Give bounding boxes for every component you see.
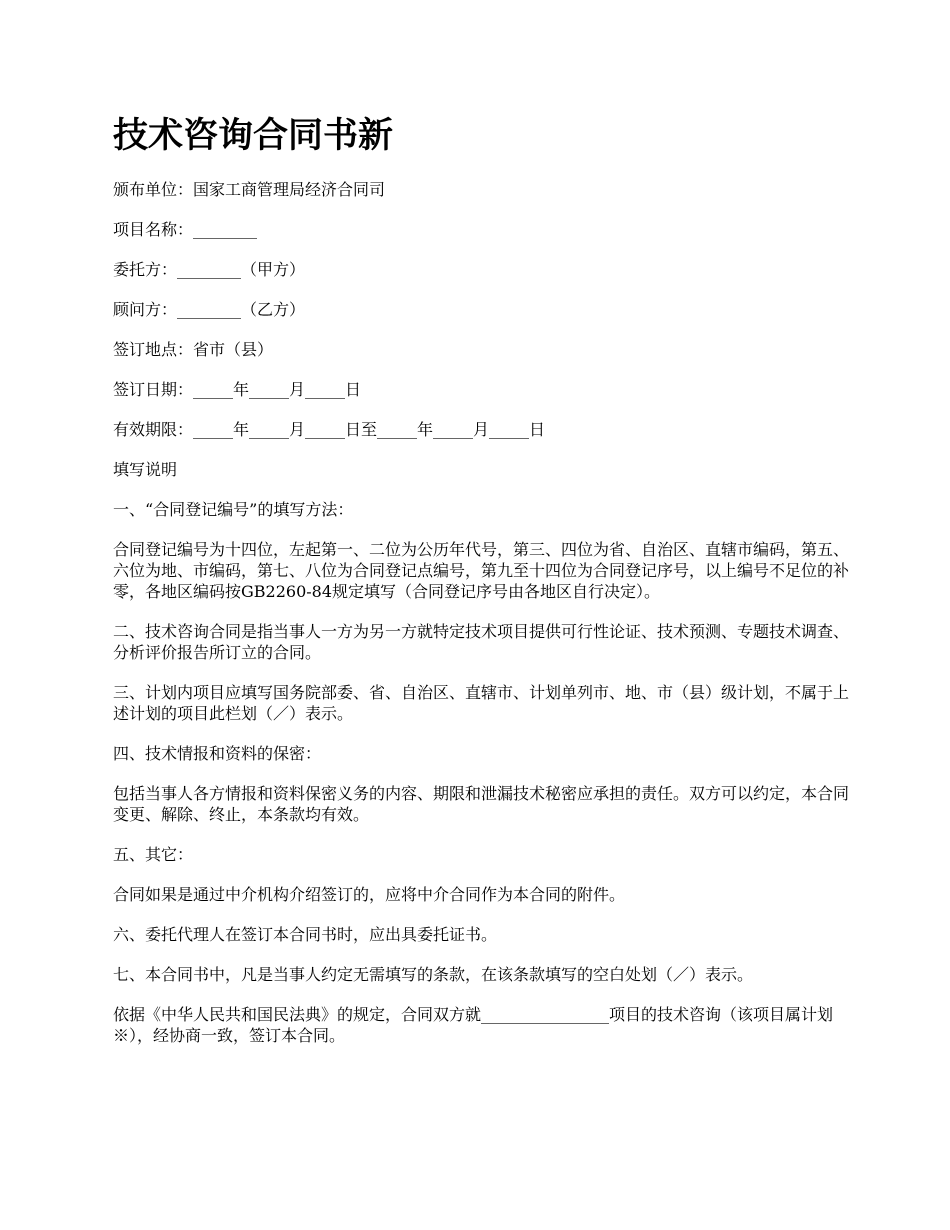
instruction-1-body: 合同登记编号为十四位，左起第一、二位为公历年代号，第三、四位为省、自治区、直辖市编码，第五、六位为地、市编码，第七、八位为合同登记点编号，第九至十四位为合同登记序号，以上编号不足位的补零，各地区编码按GB2260-84规定填写（合同登记序号由各地区自行决定）。 bbox=[113, 540, 850, 601]
instruction-4-body: 包括当事人各方情报和资料保密义务的内容、期限和泄漏技术秘密应承担的责任。双方可以约定，本合同变更、解除、终止，本条款均有效。 bbox=[113, 784, 850, 824]
instruction-6: 六、委托代理人在签订本合同书时，应出具委托证书。 bbox=[113, 925, 498, 944]
validity-period-line: 有效期限：_____年_____月_____日至_____年_____月_____日 bbox=[113, 420, 546, 439]
consultant-line: 顾问方：________（乙方） bbox=[113, 300, 306, 319]
signing-date-line: 签订日期：_____年_____月_____日 bbox=[113, 380, 362, 399]
instructions-body bbox=[113, 499, 858, 1046]
contract-preamble: 依据《中华人民共和国民法典》的规定，合同双方就________________项目的技术咨询（该项目属计划※），经协商一致，签订本合同。 bbox=[113, 1005, 834, 1045]
instruction-5-heading: 五、其它： bbox=[113, 845, 194, 864]
instructions-heading: 填写说明 bbox=[113, 460, 178, 479]
document-title: 技术咨询合同书新 bbox=[113, 116, 394, 156]
instruction-1-heading: 一、“合同登记编号”的填写方法： bbox=[113, 500, 354, 519]
instruction-2: 二、技术咨询合同是指当事人一方为另一方就特定技术项目提供可行性论证、技术预测、专题技术调查、分析评价报告所订立的合同。 bbox=[113, 622, 850, 662]
instruction-7: 七、本合同书中，凡是当事人约定无需填写的条款，在该条款填写的空白处划（／）表示。 bbox=[113, 965, 754, 984]
project-name-line: 项目名称：________ bbox=[113, 220, 258, 239]
document-page bbox=[113, 110, 858, 1065]
instruction-4-heading: 四、技术情报和资料的保密： bbox=[113, 744, 322, 763]
instruction-3: 三、计划内项目应填写国务院部委、省、自治区、直辖市、计划单列市、地、市（县）级计划，不属于上述计划的项目此栏划（／）表示。 bbox=[113, 683, 850, 723]
signing-place-line: 签订地点：省市（县） bbox=[113, 340, 274, 359]
header-fields bbox=[113, 179, 858, 440]
client-line: 委托方：________（甲方） bbox=[113, 260, 306, 279]
issuer-line: 颁布单位：国家工商管理局经济合同司 bbox=[113, 180, 386, 199]
instruction-5-body: 合同如果是通过中介机构介绍签订的，应将中介合同作为本合同的附件。 bbox=[113, 885, 626, 904]
